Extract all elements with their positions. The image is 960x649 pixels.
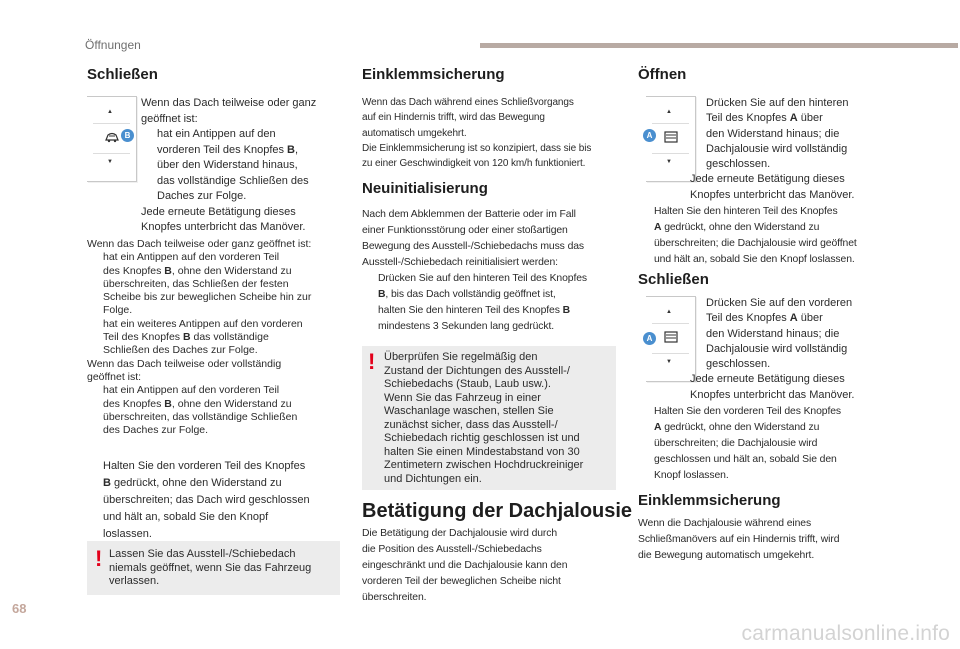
heading-einklemmsicherung-blind: Einklemmsicherung: [638, 492, 781, 509]
list-item: Halten Sie den hinteren Teil des Knopfes A gedrückt, ohne den Widerstand zu überschreiten; die Dachjalousie wird geöffnet und hält an, sobald Sie den Knopf loslassen.: [638, 204, 900, 268]
label-a-badge: A: [643, 332, 656, 345]
list-item: Halten Sie den vorderen Teil des Knopfes A gedrückt, ohne den Widerstand zu überschreiten; die Dachjalousie wird geschlossen und hält an, sobald Sie den Knopf loslassen.: [638, 404, 900, 484]
paragraph: Wenn die Dachjalousie während eines Schließmanövers auf ein Hindernis trifft, wird die Bewegung automatisch umgekehrt.: [638, 518, 840, 561]
text-line: Wenn das Dach teilweise oder vollständig: [87, 357, 282, 370]
text-line: Jede erneute Betätigung dieses: [141, 205, 296, 218]
checkbox-bullet-icon: [87, 318, 103, 358]
switch-divider: [93, 153, 130, 154]
list-item: Drücken Sie auf den vorderen Teil des Knopfes A über den Widerstand hinaus; die Dachjalousie wird vollständig geschlossen.: [690, 296, 900, 372]
checkbox-bullet-icon: [362, 303, 378, 335]
list-item: Drücken Sie auf den hinteren Teil des Knopfes A über den Widerstand hinaus; die Dachjalousie wird vollständig geschlossen.: [690, 96, 900, 172]
switch-divider: [93, 123, 130, 124]
heading-schliessen: Schließen: [87, 66, 158, 83]
page-number: 68: [12, 601, 27, 616]
switch-divider: [652, 123, 689, 124]
arrow-down-icon: ▼: [666, 359, 672, 365]
text-line: geöffnet ist:: [87, 370, 142, 383]
warning-icon: !: [95, 546, 103, 571]
arrow-up-icon: ▲: [666, 109, 672, 115]
body-text-1: [87, 238, 345, 437]
watermark: carmanualsonline.info: [741, 622, 950, 645]
label-a-badge: A: [643, 129, 656, 142]
list-item: Halten Sie den vorderen Teil des Knopfes B gedrückt, ohne den Widerstand zu überschreiten; das Dach wird geschlossen und hält an, sobald Sie den Knopf loslassen.: [87, 458, 345, 543]
paragraph: Wenn das Dach während eines Schließvorgangs auf ein Hindernis trifft, wird das Bewegung automatisch umgekehrt. Die Einklemmsicherung ist so konzipiert, dass sie bis zu einer Geschwindigkeit von 120 km/h funktioniert.: [362, 97, 592, 170]
checkbox-bullet-icon: [87, 384, 103, 437]
checkbox-bullet-icon: [362, 271, 378, 303]
list-item: Drücken Sie auf den hinteren Teil des Knopfes B, bis das Dach vollständig geöffnet ist,: [362, 271, 624, 303]
arrow-up-icon: ▲: [107, 109, 113, 115]
warning-box: [87, 541, 340, 595]
checkbox-bullet-icon: [87, 458, 103, 543]
body-text-2: [87, 458, 345, 543]
neuinit-text: Nach dem Abklemmen der Batterie oder im Fall einer Funktionsstörung oder einer stoßartigen Bewegung des Ausstell-/Schiebedachs muss das Ausstell-/Schiebedach reinitialisiert werden: Drücken Sie auf den hinteren Teil des Knopfes B, bis das Dach vollständig geöffnet ist, halten Sie den hinteren Teil des Knopfes B mindestens 3 Sekunden lang gedrückt.: [362, 207, 624, 335]
text-line: Knopfes unterbricht das Manöver.: [141, 221, 306, 233]
checkbox-bullet-icon: [638, 204, 654, 268]
checkbox-bullet-icon: [690, 296, 706, 372]
list-item: halten Sie den hinteren Teil des Knopfes B mindestens 3 Sekunden lang gedrückt.: [362, 303, 624, 335]
checkbox-bullet-icon: [87, 251, 103, 317]
arrow-down-icon: ▼: [666, 159, 672, 165]
warning-box: ! Überprüfen Sie regelmäßig den Zustand der Dichtungen des Ausstell-/ Schiebedachs (Staub, Laub usw.). Wenn Sie das Fahrzeug in einer Waschanlage waschen, stellen Sie zunächst sicher, dass das Ausstell-/ Schiebedach richtig geschlossen ist und halten Sie einen Mindestabstand von 30 Zentimetern zwischen Hochdruckreiniger und Dichtungen ein.: [362, 346, 616, 490]
close-hold-text: [638, 404, 900, 484]
open-hold-text: [638, 204, 900, 268]
label-b-badge: B: [121, 129, 134, 142]
list-item: hat ein Antippen auf den vorderen Teil des Knopfes B, über den Widerstand hinaus, das vollständige Schließen des Daches zur Folge.: [141, 127, 346, 205]
header-accent-bar: [480, 43, 958, 48]
paragraph: Wenn das Dach teilweise oder ganz geöffnet ist:: [87, 238, 312, 250]
heading-oeffnen: Öffnen: [638, 66, 687, 83]
blind-switch-figure-close: [646, 296, 696, 384]
blind-icon: [663, 130, 679, 144]
warning-icon: !: [368, 349, 376, 374]
heading-dachjalousie: Betätigung der Dachjalousie: [362, 500, 633, 522]
blind-switch-figure-open: [646, 96, 696, 184]
figure-text-close: Drücken Sie auf den vorderen Teil des Knopfes A über den Widerstand hinaus; die Dachjalousie wird vollständig geschlossen. Jede erneute Betätigung dieses Knopfes unterbricht das Manöver.: [690, 296, 900, 403]
sunroof-car-icon: [104, 130, 120, 144]
switch-divider: [652, 323, 689, 324]
list-item: hat ein Antippen auf den vorderen Teil des Knopfes B, ohne den Widerstand zu überschreiten, das vollständige Schließen des Daches zur Folge.: [87, 384, 345, 437]
list-item: hat ein Antippen auf den vorderen Teil des Knopfes B, ohne den Widerstand zu überschreiten, das Schließen der festen Scheibe bis zur beweglichen Scheibe hin zur Folge.: [87, 251, 345, 317]
arrow-down-icon: ▼: [107, 159, 113, 165]
switch-divider: [652, 153, 689, 154]
roof-switch-figure-b: [87, 96, 143, 186]
text-line: verlassen.: [109, 575, 160, 587]
list-item: hat ein weiteres Antippen auf den vorderen Teil des Knopfes B das vollständige Schließen des Daches zur Folge.: [87, 318, 345, 358]
heading-einklemmsicherung: Einklemmsicherung: [362, 66, 505, 83]
figure-text-b: [141, 96, 346, 236]
arrow-up-icon: ▲: [666, 309, 672, 315]
heading-schliessen-blind: Schließen: [638, 271, 709, 288]
switch-divider: [652, 353, 689, 354]
section-header: Öffnungen: [85, 38, 141, 52]
text-line: geöffnet ist:: [141, 112, 198, 125]
text-line: niemals geöffnet, wenn Sie das Fahrzeug: [109, 561, 312, 574]
checkbox-bullet-icon: [638, 404, 654, 484]
text-line: Lassen Sie das Ausstell-/Schiebedach: [109, 548, 296, 560]
paragraph: Die Betätigung der Dachjalousie wird durch die Position des Ausstell-/Schiebedachs eingeschränkt und die Dachjalousie kann den vorderen Teil der beweglichen Scheibe nicht überschreiten.: [362, 528, 568, 603]
checkbox-bullet-icon: [141, 127, 157, 205]
text-line: Wenn das Dach teilweise oder ganz: [141, 97, 317, 109]
figure-text-open: Drücken Sie auf den hinteren Teil des Knopfes A über den Widerstand hinaus; die Dachjalousie wird vollständig geschlossen. Jede erneute Betätigung dieses Knopfes unterbricht das Manöver.: [690, 96, 900, 203]
heading-neuinitialisierung: Neuinitialisierung: [362, 180, 488, 197]
blind-icon: [663, 330, 679, 344]
checkbox-bullet-icon: [690, 96, 706, 172]
